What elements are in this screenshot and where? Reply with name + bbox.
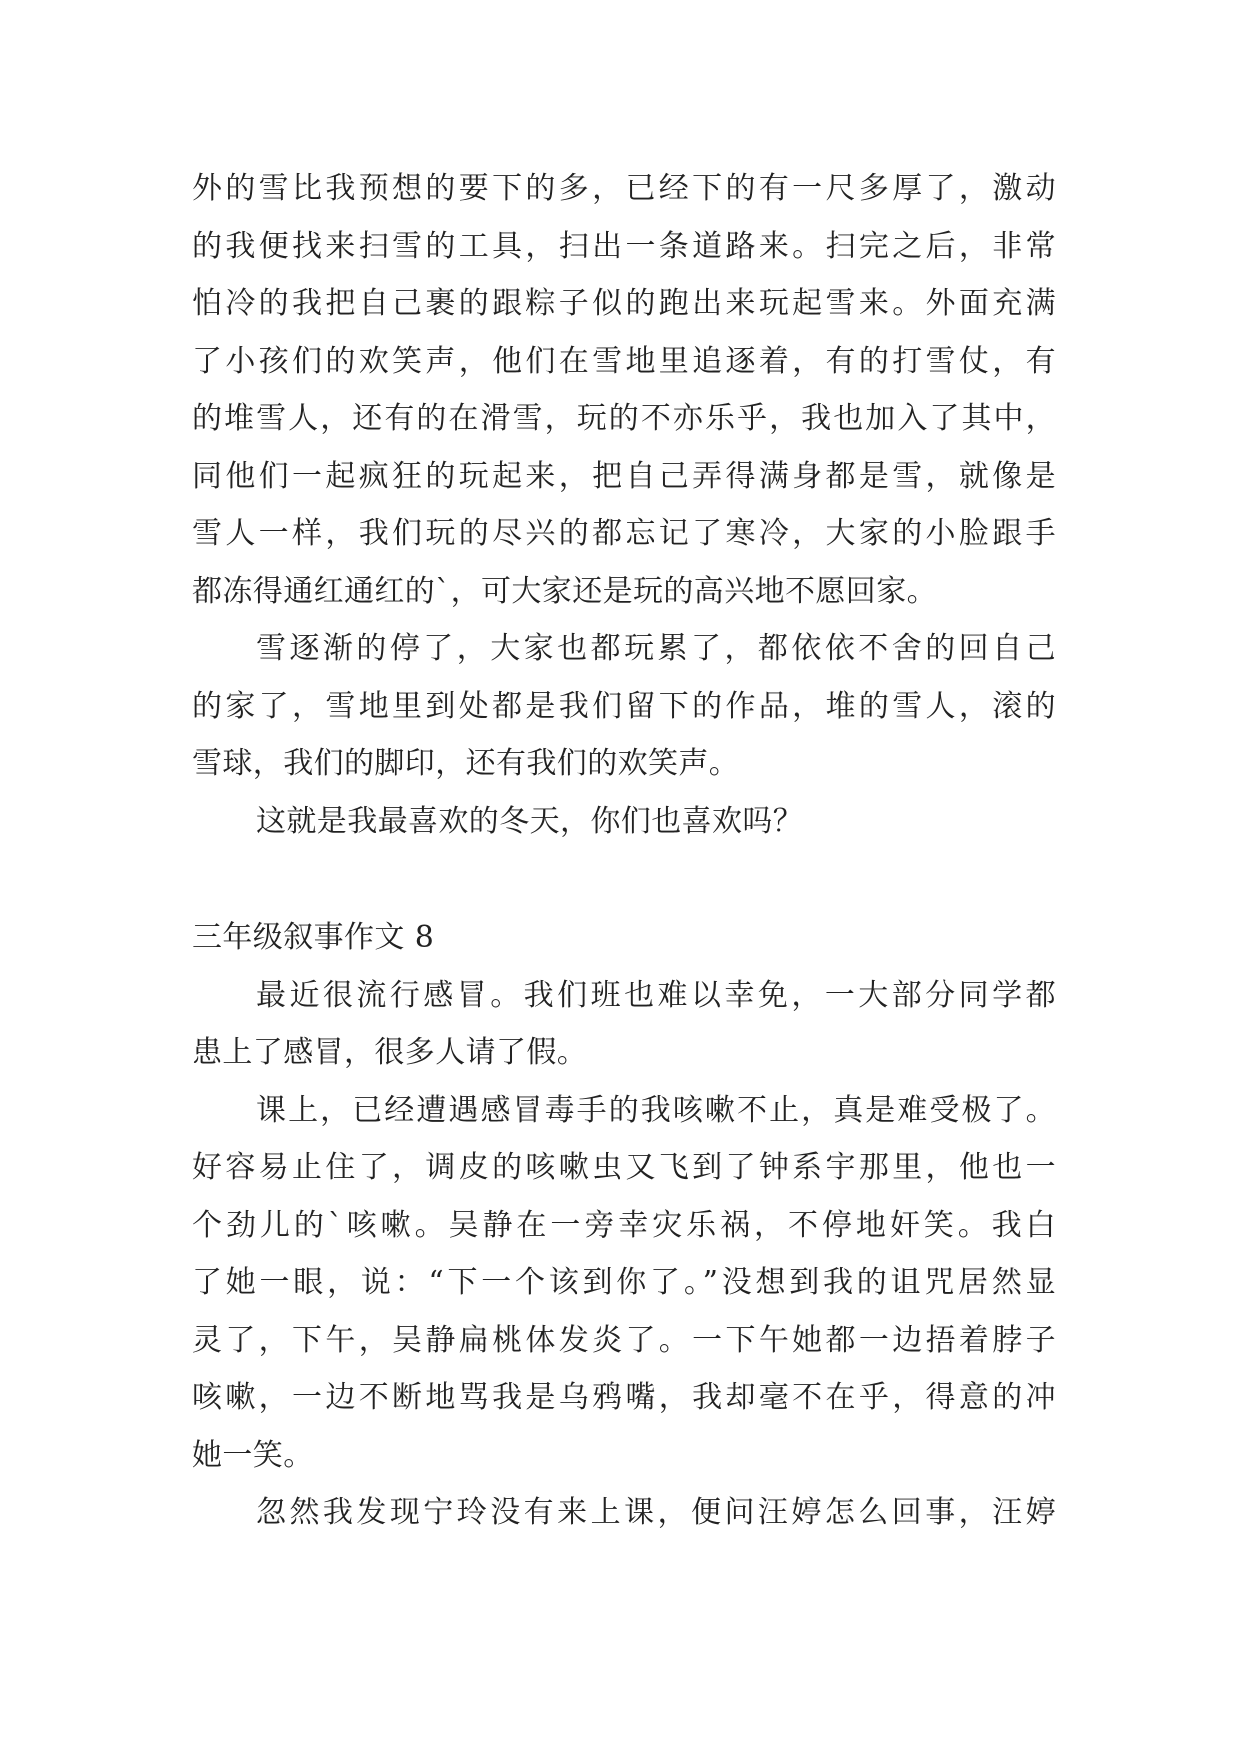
text-line: 都冻得通红通红的`，可大家还是玩的高兴地不愿回家。 [192,573,937,609]
text-line: 最近很流行感冒。我们班也难以幸免，一大部分同学都 [256,977,1056,1013]
text-line: 雪球，我们的脚印，还有我们的欢笑声。 [192,746,740,781]
text-line: 的我便找来扫雪的工具，扫出一条道路来。扫完之后，非常 [192,228,1056,264]
text-line: 同他们一起疯狂的玩起来，把自己弄得满身都是雪，就像是 [192,458,1056,494]
text-line: 外的雪比我预想的要下的多，已经下的有一尺多厚了，激动 [192,171,1056,206]
text-line: 个劲儿的`咳嗽。吴静在一旁幸灾乐祸，不停地奸笑。我白 [192,1207,1056,1243]
text-line: 灵了，下午，吴静扁桃体发炎了。一下午她都一边捂着脖子 [192,1322,1056,1358]
text-line: 课上，已经遭遇感冒毒手的我咳嗽不止，真是难受极了。 [256,1092,1056,1128]
text-line: 咳嗽，一边不断地骂我是乌鸦嘴，我却毫不在乎，得意的冲 [192,1380,1056,1415]
text-line: 这就是我最喜欢的冬天，你们也喜欢吗？ [256,803,804,839]
text-line: 雪人一样，我们玩的尽兴的都忘记了寒冷，大家的小脸跟手 [192,516,1056,551]
essay-section [192,909,1056,1542]
text-line: 怕冷的我把自己裹的跟粽子似的跑出来玩起雪来。外面充满 [192,286,1056,321]
text-line: 的家了，雪地里到处都是我们留下的作品，堆的雪人，滚的 [192,688,1056,724]
text-line: 患上了感冒，很多人请了假。 [192,1035,588,1070]
top-text-section [192,160,1056,850]
text-line: 的堆雪人，还有的在滑雪，玩的不亦乐乎，我也加入了其中， [192,401,1056,436]
essay-heading: 三年级叙事作文 8 [192,920,435,955]
text-line: 了小孩们的欢笑声，他们在雪地里追逐着，有的打雪仗，有 [192,343,1056,379]
text-line: 雪逐渐的停了，大家也都玩累了，都依依不舍的回自己 [256,631,1056,666]
text-line: 忽然我发现宁玲没有来上课，便问汪婷怎么回事，汪婷 [256,1495,1056,1530]
text-line: 她一笑。 [192,1437,314,1473]
text-line: 好容易止住了，调皮的咳嗽虫又飞到了钟系宇那里，他也一 [192,1150,1056,1185]
text-line: 了她一眼，说：“下一个该到你了。”没想到我的诅咒居然显 [192,1265,1056,1300]
